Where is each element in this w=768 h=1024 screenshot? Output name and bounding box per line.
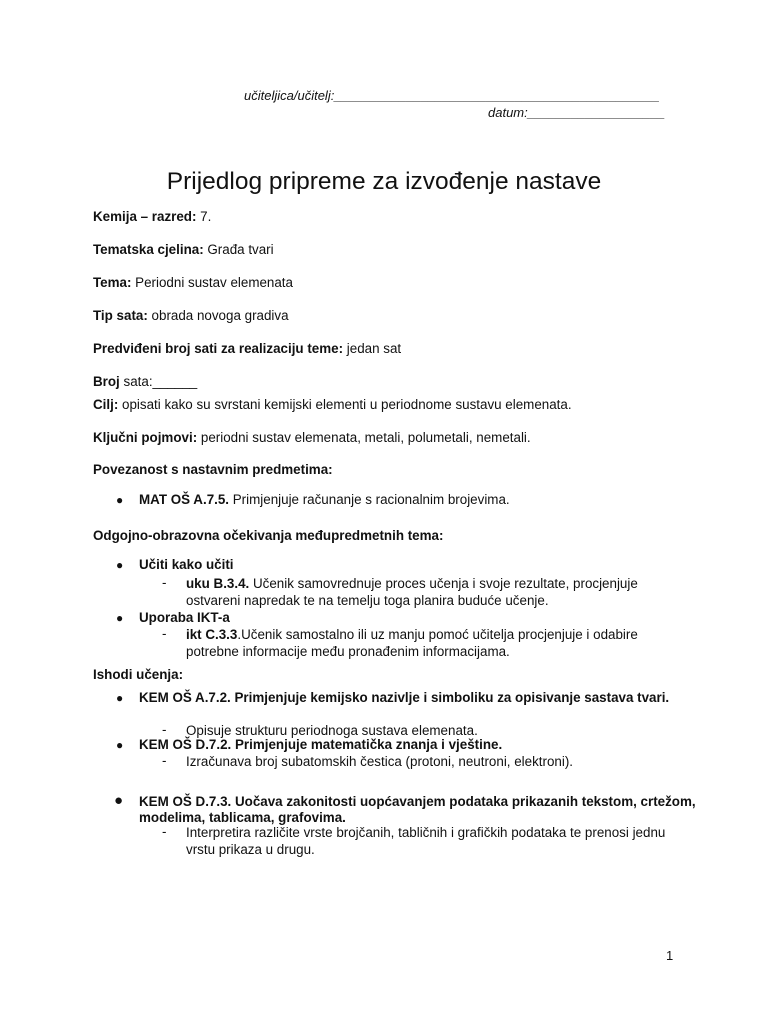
cross-sub-code: ikt C.3.3 [186,627,238,642]
bullet-icon: ● [116,611,124,625]
field-hours-value: jedan sat [343,341,402,356]
field-unit-value: Građa tvari [203,242,274,257]
teacher-line [244,88,660,103]
field-unit-label: Tematska cjelina: [93,242,204,257]
teacher-blank: _____________________________________________ [334,88,660,103]
cross-sub-item [186,626,686,660]
field-hours [93,341,401,356]
cross-sub-item [186,575,686,609]
page-number: 1 [666,948,674,963]
subject-links-heading: Povezanost s nastavnim predmetima: [93,462,333,477]
subject-link-item [139,492,699,508]
cross-sub-text: Učenik samovrednuje proces učenja i svoje rezultate, procjenjuje ostvareni napredak te na temelju toga planira buduće učenje. [186,576,638,608]
field-subject-value: 7. [196,209,212,224]
field-goal-label: Cilj: [93,397,119,412]
dash-icon: - [162,722,167,737]
outcome-item: KEM OŠ D.7.2. Primjenjuje matematička znanja i vještine. [139,737,503,752]
field-lesson-label: Broj [93,374,120,389]
subject-link-text: Primjenjuje računanje s racionalnim brojevima. [229,492,510,507]
bullet-icon: ● [114,792,124,809]
subject-link-code: MAT OŠ A.7.5. [139,492,230,507]
field-topic-label: Tema: [93,275,132,290]
dash-icon: - [162,824,167,839]
bullet-icon: ● [116,738,124,752]
bullet-icon: ● [116,691,124,705]
date-blank: ___________________ [527,105,666,120]
field-concepts-label: Ključni pojmovi: [93,430,198,445]
bullet-icon: ● [116,558,124,572]
field-type [93,308,289,323]
field-lesson-value: sata:______ [119,374,198,389]
dash-icon: - [162,626,167,641]
outcome-item: KEM OŠ A.7.2. Primjenjuje kemijsko nazivlje i simboliku za opisivanje sastava tvari. [139,690,670,705]
bullet-icon: ● [116,493,124,507]
field-subject-label: Kemija – razred: [93,209,197,224]
outcome-sub-item: Interpretira različite vrste brojčanih, tabličnih i grafičkih podataka te prenosi jednu vrstu prikaza u drugu. [186,825,666,857]
outcome-sub-item: Izračunava broj subatomskih čestica (protoni, neutroni, elektroni). [186,754,574,769]
outcomes-heading: Ishodi učenja: [93,667,184,682]
field-topic-value: Periodni sustav elemenata [131,275,293,290]
field-hours-label: Predviđeni broj sati za realizaciju teme: [93,341,344,356]
cross-item-label: Uporaba IKT-a [139,610,230,625]
field-topic [93,275,293,290]
outcome-item: KEM OŠ D.7.3. Uočava zakonitosti uopćavanjem podataka prikazanih tekstom, crtežom, modelima, tablicama, grafovima. [139,794,696,825]
cross-curricular-heading: Odgojno-obrazovna očekivanja međupredmetnih tema: [93,528,444,543]
field-type-label: Tip sata: [93,308,148,323]
page-title: Prijedlog pripreme za izvođenje nastave [166,168,602,195]
field-goal-value: opisati kako su svrstani kemijski elementi u periodnome sustavu elemenata. [118,397,572,412]
cross-sub-code: uku B.3.4. [186,576,250,591]
field-goal [93,397,572,412]
date-label: datum: [488,105,528,120]
field-subject [93,209,211,224]
outcome-sub-item: Opisuje strukturu periodnoga sustava elemenata. [186,723,478,738]
field-concepts-value: periodni sustav elemenata, metali, polumetali, nemetali. [197,430,531,445]
cross-sub-text: .Učenik samostalno ili uz manju pomoć učitelja procjenjuje i odabire potrebne informacije među pronađenim informacijama. [186,627,638,659]
cross-item-label: Učiti kako učiti [139,557,234,572]
dash-icon: - [162,575,167,590]
date-line [488,105,665,120]
field-concepts [93,430,531,445]
teacher-label: učiteljica/učitelj: [244,88,335,103]
dash-icon: - [162,753,167,768]
field-unit [93,242,274,257]
field-lesson-number [93,374,197,389]
field-type-value: obrada novoga gradiva [147,308,289,323]
